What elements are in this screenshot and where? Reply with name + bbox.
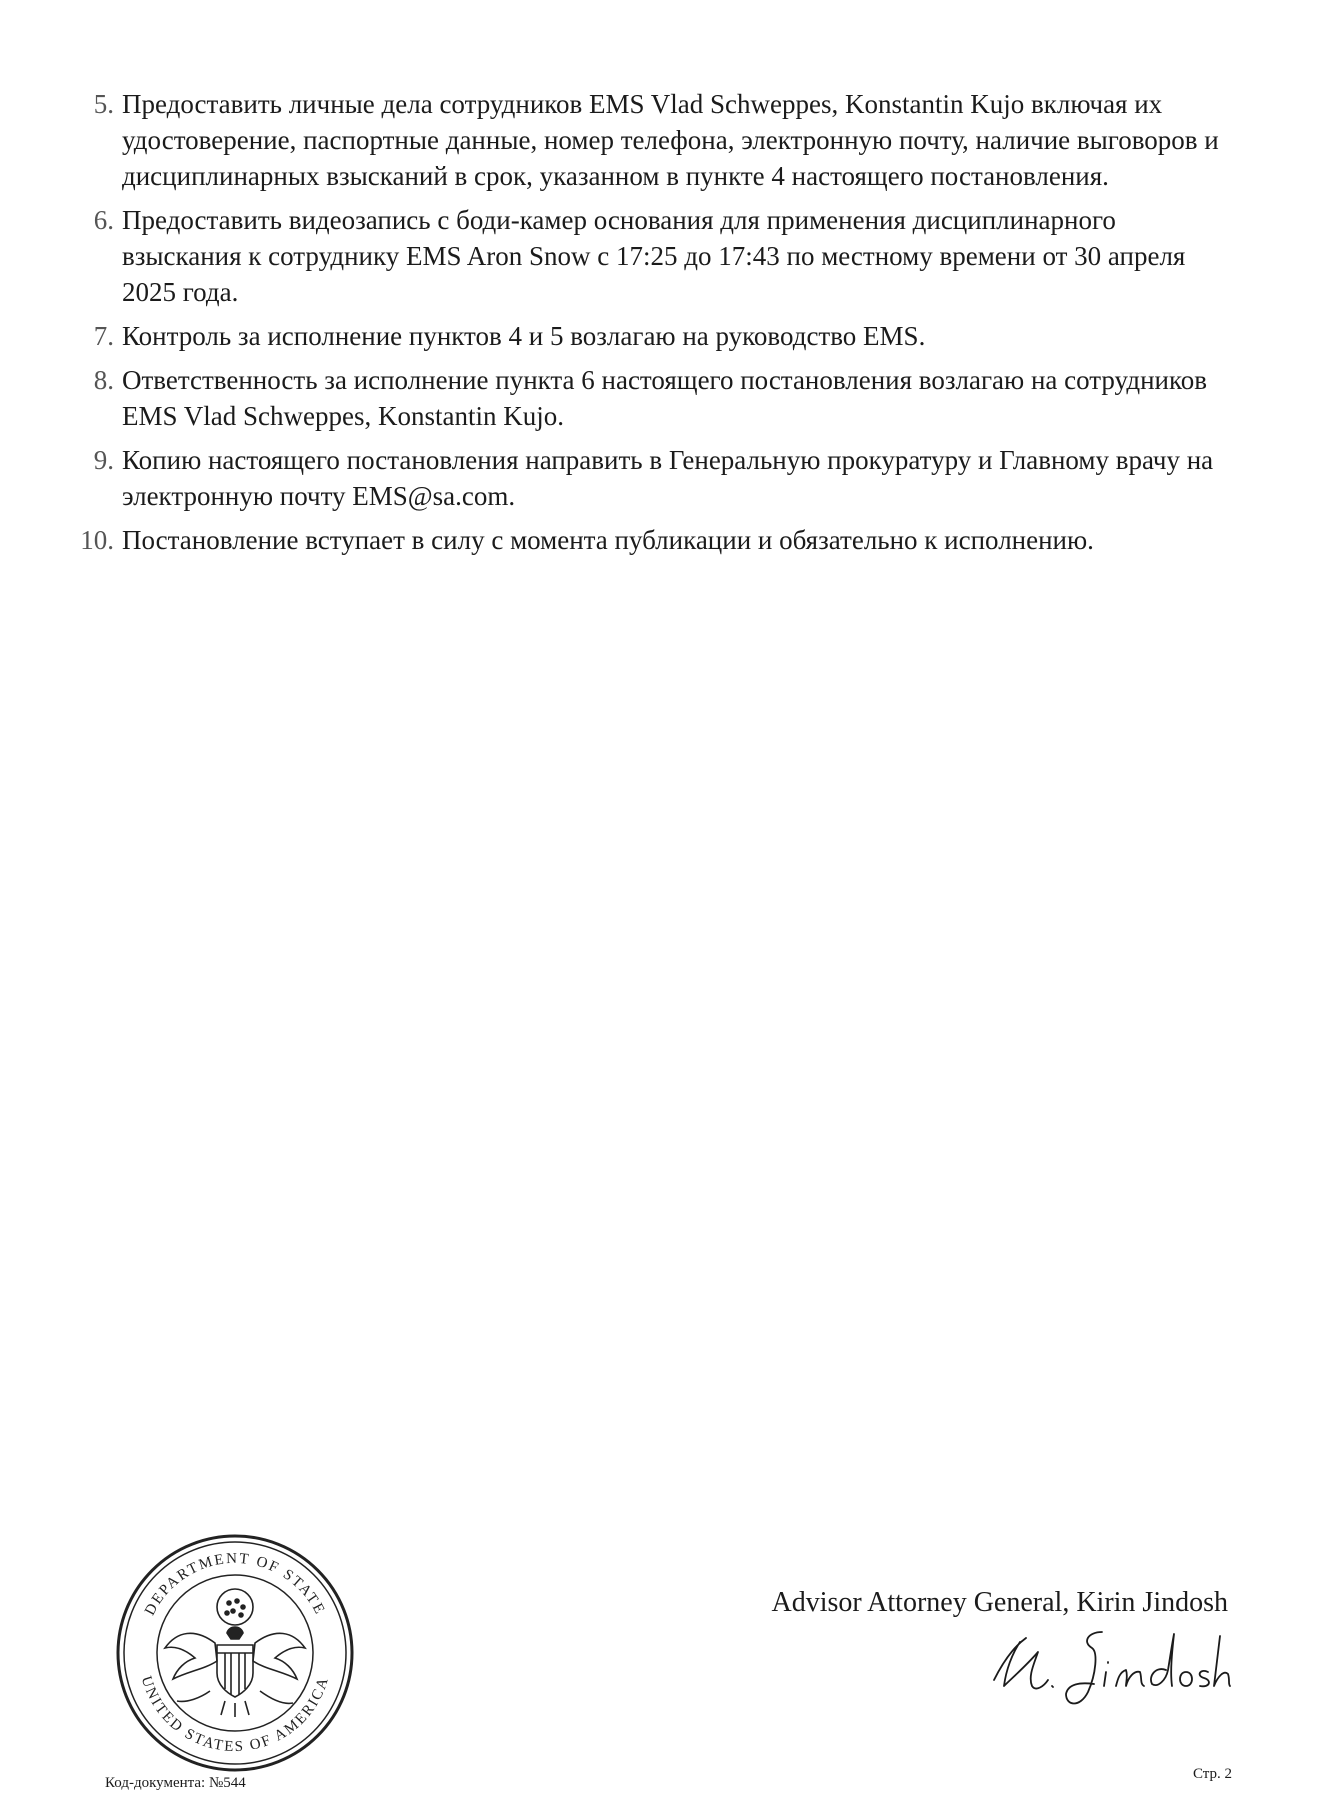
seal-text-top: DEPARTMENT OF STATE xyxy=(141,1550,329,1619)
item-number: 10. xyxy=(80,525,114,555)
item-text: Контроль за исполнение пунктов 4 и 5 возлагаю на руководство EMS. xyxy=(122,321,926,351)
department-of-state-seal xyxy=(115,1533,355,1773)
seal-text-bottom: UNITED STATES OF AMERICA xyxy=(137,1674,333,1756)
item-number: 6. xyxy=(93,205,114,235)
resolution-item-7 xyxy=(0,318,1328,354)
document-code: Код-документа: №544 xyxy=(105,1775,246,1791)
resolution-item-5 xyxy=(0,86,1328,194)
resolution-item-10 xyxy=(0,522,1328,558)
resolution-item-6 xyxy=(0,202,1328,310)
item-text: Копию настоящего постановления направить в Генеральную прокуратуру и Главному врачу на электронную почту EMS@sa.com. xyxy=(122,445,1214,511)
item-text: Постановление вступает в силу с момента публикации и обязательно к исполнению. xyxy=(122,525,1094,555)
item-text: Предоставить видеозапись с боди-камер основания для применения дисциплинарного взыскания к сотруднику EMS Aron Snow с 17:25 до 17:43 по местному времени от 30 апреля 2025 года. xyxy=(122,205,1186,307)
page-number: Стр. 2 xyxy=(1192,1766,1232,1782)
handwritten-signature xyxy=(982,1622,1232,1712)
item-text: Ответственность за исполнение пункта 6 настоящего постановления возлагаю на сотрудников EMS Vlad Schweppes, Konstantin Kujo. xyxy=(122,365,1207,431)
resolution-item-9 xyxy=(0,442,1328,514)
eagle-icon xyxy=(165,1589,305,1717)
item-text: Предоставить личные дела сотрудников EMS Vlad Schweppes, Konstantin Kujo включая их удостоверение, паспортные данные, номер телефона, электронную почту, наличие выговоров и дисциплинарных взысканий в срок, указанном в пункте 4 настоящего постановления. xyxy=(122,89,1219,191)
item-number: 5. xyxy=(93,89,114,119)
resolution-items-list xyxy=(0,86,1328,566)
resolution-item-8 xyxy=(0,362,1328,434)
signatory-title: Advisor Attorney General, Kirin Jindosh xyxy=(771,1587,1228,1618)
item-number: 7. xyxy=(93,321,114,351)
item-number: 9. xyxy=(93,445,114,475)
item-number: 8. xyxy=(93,365,114,395)
